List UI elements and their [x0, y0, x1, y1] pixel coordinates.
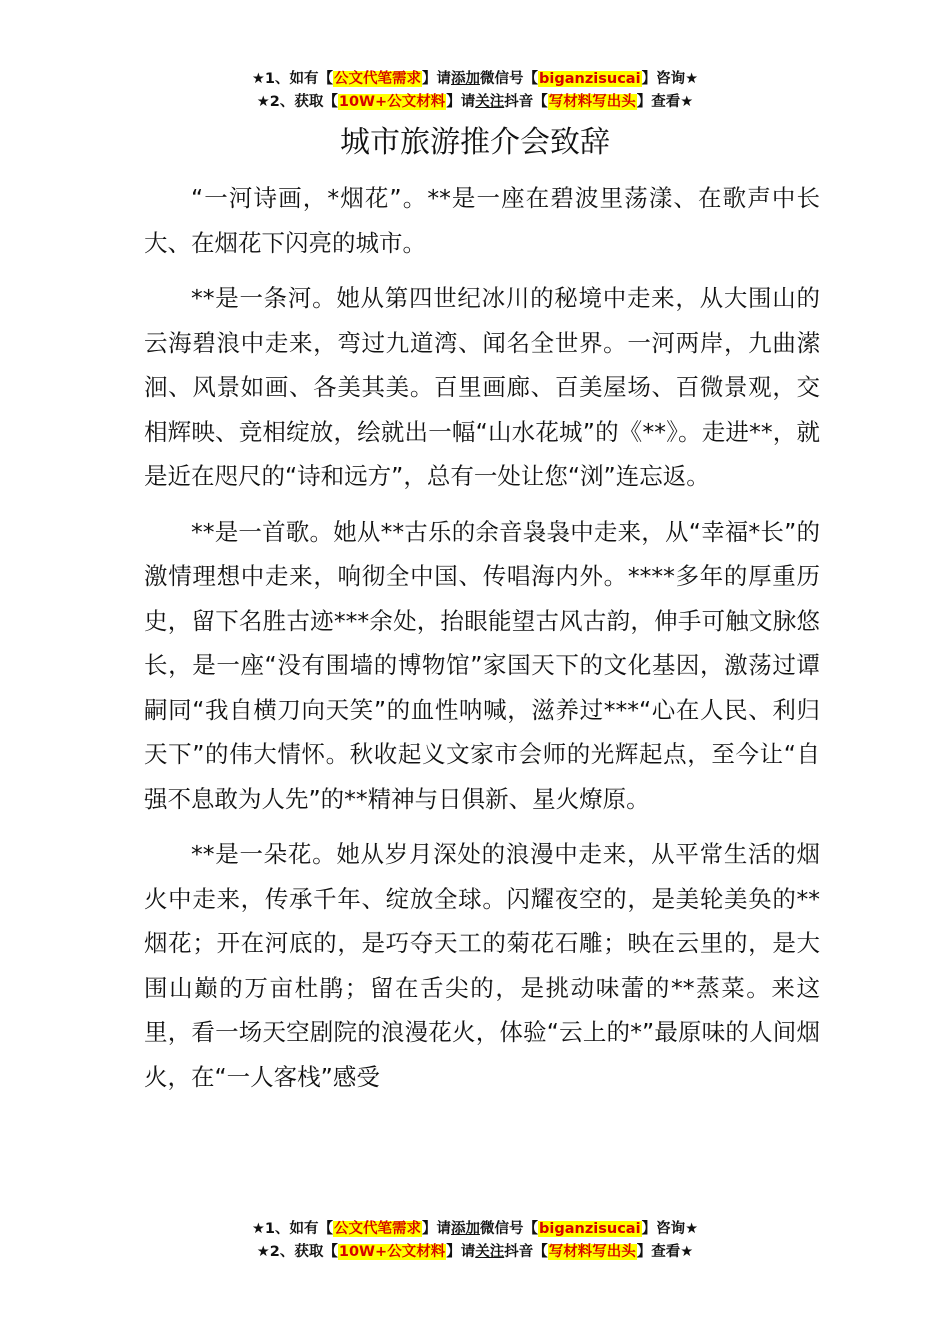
banner-text: 】请	[422, 1221, 452, 1237]
banner-text: 添加	[451, 71, 481, 87]
document-body	[144, 176, 820, 1110]
banner-line-2	[0, 91, 950, 114]
banner-text: 关注	[475, 94, 505, 110]
banner-text: 】查看★	[636, 1244, 694, 1260]
banner-text: 抖音【	[504, 94, 548, 110]
banner-text: 微信号【	[480, 1221, 539, 1237]
highlight-douyin: 写材料写出头	[548, 94, 636, 110]
banner-line-1	[0, 1218, 950, 1241]
banner-text: ★2、获取【	[256, 1244, 338, 1260]
banner-text: 】请	[446, 1244, 476, 1260]
paragraph: **是一条河。她从第四世纪冰川的秘境中走来，从大围山的云海碧浪中走来，弯过九道湾、闻名全世界。一河两岸，九曲潆洄、风景如画、各美其美。百里画廊、百美屋场、百微景观，交相辉映、竞相绽放，绘就出一幅“山水花城”的《**》。走进**，就是近在咫尺的“诗和远方”，总有一处让您“浏”连忘返。	[144, 284, 820, 490]
paragraph: “一河诗画，*烟花”。**是一座在碧波里荡漾、在歌声中长大、在烟花下闪亮的城市。	[144, 184, 820, 257]
banner-text: 关注	[475, 1244, 505, 1260]
highlight-materials: 10W+公文材料	[338, 94, 446, 110]
banner-text: 】请	[446, 94, 476, 110]
banner-text: 】咨询★	[641, 1221, 699, 1237]
paragraph: **是一朵花。她从岁月深处的浪漫中走来，从平常生活的烟火中走来，传承千年、绽放全球。闪耀夜空的，是美轮美奂的**烟花；开在河底的，是巧夺天工的菊花石雕；映在云里的，是大围山巅的万亩杜鹃；留在舌尖的，是挑动味蕾的**蒸菜。来这里，看一场天空剧院的浪漫花火，体验“云上的*”最原味的人间烟火，在“一人客栈”感受	[144, 840, 820, 1091]
banner-text: 微信号【	[480, 71, 539, 87]
banner-text: 】查看★	[636, 94, 694, 110]
banner-text: 抖音【	[504, 1244, 548, 1260]
document-title: 城市旅游推介会致辞	[340, 125, 610, 160]
banner-text: 】请	[422, 71, 452, 87]
banner-text: ★2、获取【	[256, 94, 338, 110]
header-banner	[0, 68, 950, 114]
banner-text: ★1、如有【	[251, 1221, 334, 1237]
highlight-materials: 10W+公文材料	[338, 1244, 446, 1260]
highlight-wechat-id: biganzisucai	[539, 1221, 641, 1237]
highlight-douyin: 写材料写出头	[548, 1244, 636, 1260]
banner-text: 添加	[451, 1221, 481, 1237]
banner-text: 】咨询★	[641, 71, 699, 87]
banner-line-1	[0, 68, 950, 91]
footer-banner	[0, 1218, 950, 1264]
highlight-ghostwriting: 公文代笔需求	[334, 1221, 422, 1237]
paragraph: **是一首歌。她从**古乐的余音袅袅中走来，从“幸福*长”的激情理想中走来，响彻全中国、传唱海内外。****多年的厚重历史，留下名胜古迹***余处，抬眼能望古风古韵，伸手可触文脉悠长，是一座“没有围墙的博物馆”家国天下的文化基因，激荡过谭嗣同“我自横刀向天笑”的血性呐喊，滋养过***“心在人民、利归天下”的伟大情怀。秋收起义文家市会师的光辉起点，至今让“自强不息敢为人先”的**精神与日俱新、星火燎原。	[144, 517, 820, 813]
banner-line-2	[0, 1241, 950, 1264]
banner-text: ★1、如有【	[251, 71, 334, 87]
highlight-ghostwriting: 公文代笔需求	[334, 71, 422, 87]
highlight-wechat-id: biganzisucai	[539, 71, 641, 87]
